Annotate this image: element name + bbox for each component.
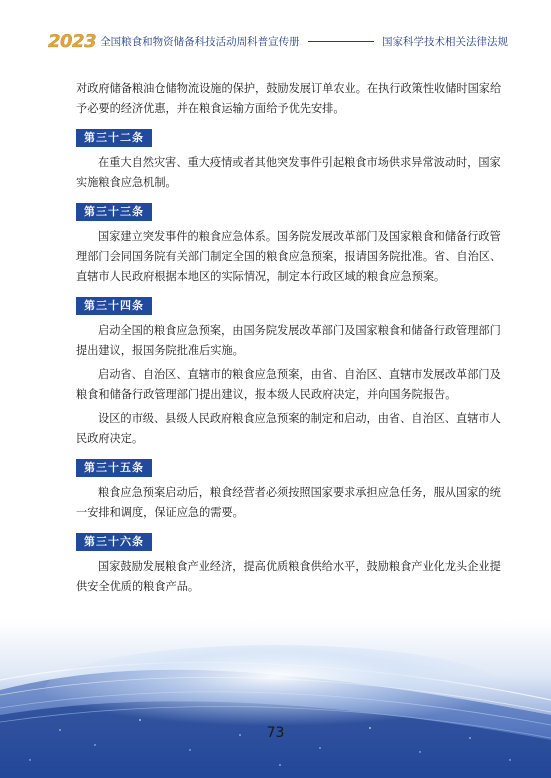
intro-paragraph: 对政府储备粮油仓储物流设施的保护，鼓励发展订单农业。在执行政策性收储时国家给予必要的经济优惠，并在粮食运输方面给予优先安排。 xyxy=(76,82,502,115)
article-paragraph: 启动全国的粮食应急预案，由国务院发展改革部门及国家粮食和储备行政管理部门提出建议，报国务院批准后实施。 xyxy=(76,324,501,357)
header-divider xyxy=(308,41,374,42)
article-paragraph: 国家建立突发事件的粮食应急体系。国务院发展改革部门及国家粮食和储备行政管理部门会同国务院有关部门制定全国的粮食应急预案，报请国务院批准。省、自治区、直辖市人民政府根据本地区的实际情况，制定本行政区域的粮食应急预案。 xyxy=(76,230,502,283)
page-header xyxy=(48,30,508,52)
article-heading: 第三十六条 xyxy=(76,533,152,551)
article-36 xyxy=(76,523,502,597)
article-paragraph: 在重大自然灾害、重大疫情或者其他突发事件引起粮食市场供求异常波动时，国家实施粮食应急机制。 xyxy=(76,156,501,189)
page-number: 73 xyxy=(266,725,285,741)
article-heading: 第三十三条 xyxy=(76,203,152,221)
article-paragraph: 设区的市级、县级人民政府粮食应急预案的制定和启动，由省、自治区、直辖市人民政府决定。 xyxy=(76,412,501,445)
article-paragraph: 粮食应急预案启动后，粮食经营者必须按照国家要求承担应急任务，服从国家的统一安排和调度，保证应急的需要。 xyxy=(76,486,501,519)
article-paragraph: 国家鼓励发展粮食产业经济，提高优质粮食供给水平，鼓励粮食产业化龙头企业提供安全优质的粮食产品。 xyxy=(76,560,501,593)
header-right-title: 国家科学技术相关法律法规 xyxy=(382,35,508,48)
article-33 xyxy=(76,193,502,287)
article-heading: 第三十二条 xyxy=(76,129,152,147)
document-body xyxy=(76,79,502,597)
footer-wave-graphic xyxy=(0,620,551,778)
header-year: 2023 xyxy=(48,30,97,52)
article-34 xyxy=(76,287,502,449)
footer-decoration xyxy=(0,620,551,778)
article-35 xyxy=(76,449,502,523)
article-heading: 第三十四条 xyxy=(76,297,152,315)
article-heading: 第三十五条 xyxy=(76,459,152,477)
article-32 xyxy=(76,119,502,193)
header-left-title: 全国粮食和物资储备科技活动周科普宣传册 xyxy=(100,35,300,48)
article-paragraph: 启动省、自治区、直辖市的粮食应急预案，由省、自治区、直辖市发展改革部门及粮食和储备行政管理部门提出建议，报本级人民政府决定，并向国务院报告。 xyxy=(76,368,501,401)
